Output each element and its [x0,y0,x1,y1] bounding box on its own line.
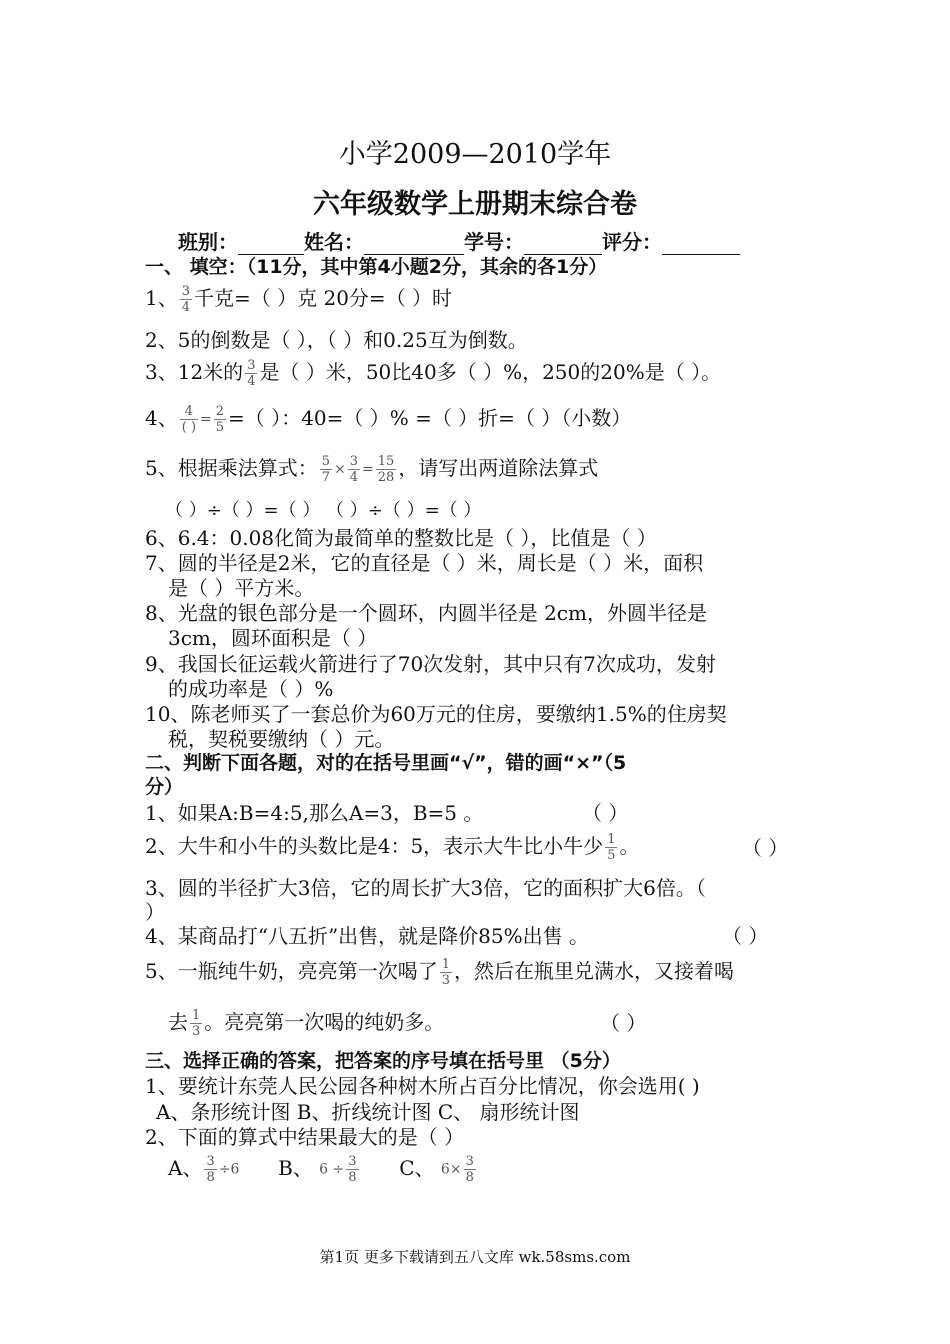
option-b-op: 6 ÷ [319,1161,345,1178]
option-c-label: C、 [399,1156,435,1180]
s1-question-7b: 是（ ）平方米。 [168,576,315,600]
s2-question-2-answer[interactable]: （ ） [742,836,789,860]
name-label: 姓名： [304,230,364,254]
s1-question-2: 2、5的倒数是（ ），（ ）和0.25互为倒数。 [145,328,528,352]
student-info-row [178,226,740,255]
s2-question-5-answer[interactable]: （ ） [600,1011,647,1035]
s2-question-5a [145,955,734,988]
class-label: 班别： [178,230,238,254]
q4-num: 4、 [145,406,178,430]
q2-period: 。 [619,834,640,858]
s1-question-9a: 9、我国长征运载火箭进行了70次发射，其中只有7次成功，发射 [145,652,716,676]
s2-question-5b [168,1006,444,1039]
s2-question-2 [145,830,639,863]
q5-text-a: 5、根据乘法算式： [145,456,318,480]
option-c-op: 6× [440,1161,462,1178]
section3-heading: 三、选择正确的答案，把答案的序号填在括号里 （5分） [145,1050,621,1072]
fraction: $\frac{3}{8}$ [206,1154,215,1185]
option-b-label: B、 [278,1156,313,1180]
s1-question-10a: 10、陈老师买了一套总价为60万元的住房，要缴纳1.5%的住房契 [145,702,727,726]
s1-question-7a: 7、圆的半径是2米，它的直径是（ ）米，周长是（ ）米，面积 [145,551,704,575]
s1-question-5 [145,452,598,485]
fraction: $\frac{1}{3}$ [441,957,451,988]
fraction: $\frac{1}{5}$ [607,832,616,863]
s2-question-4-answer[interactable]: （ ） [722,924,769,948]
score-blank[interactable] [662,234,740,255]
s1-question-1 [145,282,452,315]
fraction: $\frac{2}{5}$ [215,404,225,435]
fraction: $\frac{4}{( )}$ [181,404,197,435]
fraction: $\frac{3}{4}$ [349,454,359,485]
s1-question-8b: 3cm，圆环面积是（ ） [168,626,378,650]
fraction: $\frac{15}{28}$ [377,454,395,485]
s3-question-2-options [168,1152,478,1185]
s1-question-8a: 8、光盘的银色部分是一个圆环，内圆半径是 2cm，外圆半径是 [145,601,707,625]
s3-question-2: 2、下面的算式中结果最大的是（ ） [145,1125,465,1149]
fraction: $\frac{5}{7}$ [321,454,331,485]
s1-question-9b: 的成功率是（ ）% [168,677,334,701]
option-a-label: A、 [168,1156,203,1180]
fraction: $\frac{3}{4}$ [247,358,256,389]
s2-question-3a: 3、圆的半径扩大3倍，它的周长扩大3倍，它的面积扩大6倍。（ [145,876,706,900]
q5-text-d: 。亮亮第一次喝的纯奶多。 [204,1010,445,1034]
q3-text-a: 3、12米的 [145,360,244,384]
s1-question-5-line2: （ ）÷（ ）=（ ） （ ）÷（ ）=（ ） [165,500,482,521]
q5-text-b: ，请写出两道除法算式 [398,456,599,480]
q5-text-a: 5、一瓶纯牛奶，亮亮第一次喝了 [145,959,438,983]
page-footer: 第1页 更多下载请到五八文库 wk.58sms.com [319,1248,631,1266]
equals-sign: = [200,411,212,428]
times-sign: × [334,461,346,478]
s1-question-4 [145,402,631,435]
q1-num: 1、 [145,286,178,310]
option-a-op: ÷6 [218,1161,240,1178]
section1-heading: 一、 填空：（11分，其中第4小题2分，其余的各1分） [145,256,608,278]
number-label: 学号： [464,230,524,254]
exam-title: 小学2009—2010学年 [338,139,612,170]
q2-text: 2、大牛和小牛的头数比是4：5，表示大牛比小牛少 [145,834,604,858]
q5-text-c: 去 [168,1010,188,1034]
fraction: $\frac{3}{4}$ [181,284,191,315]
q4-text: =（ ）：40=（ ）% =（ ）折=（ ）（小数） [228,406,632,430]
q3-text-b: 是（ ）米，50比40多（ ）%，250的20%是（ ）。 [259,360,722,384]
s2-question-1: 1、如果A:B=4:5,那么A=3，B=5 。 [145,801,484,825]
section2-heading-a: 二、判断下面各题，对的在括号里画“√”，错的画“×”（5 [145,752,627,774]
s1-question-3 [145,356,721,389]
s3-question-1-options: A、条形统计图 B、折线统计图 C、 扇形统计图 [156,1100,580,1124]
q5-text-b: ，然后在瓶里兑满水，又接着喝 [454,959,735,983]
fraction: $\frac{3}{8}$ [465,1154,474,1185]
s2-question-4: 4、某商品打“八五折”出售，就是降价85%出售 。 [145,924,589,948]
q1-text: 千克=（ ）克 20分=（ ）时 [194,286,453,310]
s3-question-1: 1、要统计东莞人民公园各种树木所占百分比情况，你会选用( ) [145,1074,700,1098]
equals-sign: = [362,461,374,478]
fraction: $\frac{1}{3}$ [192,1008,201,1039]
section2-heading-b: 分） [145,776,184,798]
fraction: $\frac{3}{8}$ [348,1154,357,1185]
exam-subtitle: 六年级数学上册期末综合卷 [313,189,637,220]
s2-question-1-answer[interactable]: （ ） [582,801,629,825]
s2-question-3b[interactable]: ） [145,900,165,924]
s1-question-10b: 税，契税要缴纳（ ）元。 [168,727,395,751]
score-label: 评分： [602,230,662,254]
s1-question-6: 6、6.4：0.08化简为最简单的整数比是（ ），比值是（ ） [145,526,657,550]
